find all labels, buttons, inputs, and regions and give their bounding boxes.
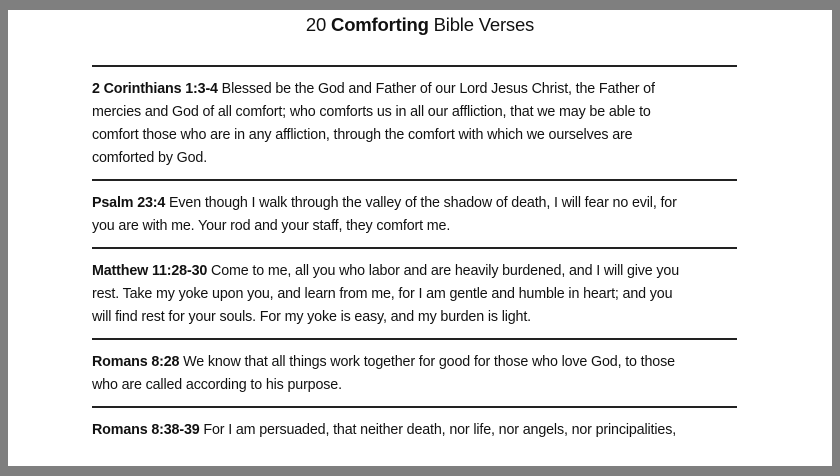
verse-text: will find rest for your souls. For my yoke is easy, and my burden is light.	[92, 309, 532, 325]
verse-text: Blessed be the God and Father of our Lord Jesus Christ, the Father of	[217, 81, 655, 97]
verse-line	[92, 192, 737, 215]
verse-text: Come to me, all you who labor and are heavily burdened, and I will give you	[207, 263, 679, 279]
verse-block	[92, 419, 737, 442]
verse-reference: Matthew 11:28-30	[92, 263, 208, 279]
verse-text: We know that all things work together for good for those who love God, to those	[179, 354, 675, 370]
verse-text: mercies and God of all comfort; who comforts us in all our affliction, that we may be able to	[92, 104, 651, 120]
verse-line	[92, 351, 737, 374]
verse-line	[92, 306, 737, 329]
verse-text: comfort those who are in any affliction, through the comfort with which we ourselves are	[92, 127, 633, 143]
separator-line	[92, 65, 737, 67]
verse-line	[92, 419, 737, 442]
separator-line	[92, 338, 737, 340]
verse-text: rest. Take my yoke upon you, and learn from me, for I am gentle and humble in heart; and you	[92, 286, 673, 302]
verse-text: you are with me. Your rod and your staff, they comfort me.	[92, 218, 451, 234]
verse-block	[92, 192, 737, 238]
verse-line	[92, 260, 737, 283]
verse-text: Even though I walk through the valley of the shadow of death, I will fear no evil, for	[165, 195, 677, 211]
verse-text: comforted by God.	[92, 150, 208, 166]
verse-reference: 2 Corinthians 1:3-4	[92, 81, 218, 97]
separator-line	[92, 179, 737, 181]
separator-line	[92, 406, 737, 408]
verse-block	[92, 260, 737, 329]
title-bold: Comforting	[331, 14, 429, 35]
verse-line	[92, 147, 737, 170]
verse-block	[92, 78, 737, 170]
verse-list	[92, 56, 737, 442]
verse-text: For I am persuaded, that neither death, nor life, nor angels, nor principalities,	[199, 422, 677, 438]
document-title	[8, 14, 832, 36]
title-suffix: Bible Verses	[428, 14, 535, 35]
title-prefix: 20	[305, 14, 332, 35]
separator-line	[92, 247, 737, 249]
verse-line	[92, 78, 737, 101]
verse-reference: Romans 8:38-39	[92, 422, 200, 438]
verse-line	[92, 283, 737, 306]
verse-line	[92, 101, 737, 124]
verse-line	[92, 124, 737, 147]
verse-block	[92, 351, 737, 397]
verse-reference: Psalm 23:4	[92, 195, 166, 211]
verse-text: who are called according to his purpose.	[92, 377, 342, 393]
verse-reference: Romans 8:28	[92, 354, 180, 370]
verse-line	[92, 374, 737, 397]
document-page	[8, 10, 832, 466]
verse-line	[92, 215, 737, 238]
